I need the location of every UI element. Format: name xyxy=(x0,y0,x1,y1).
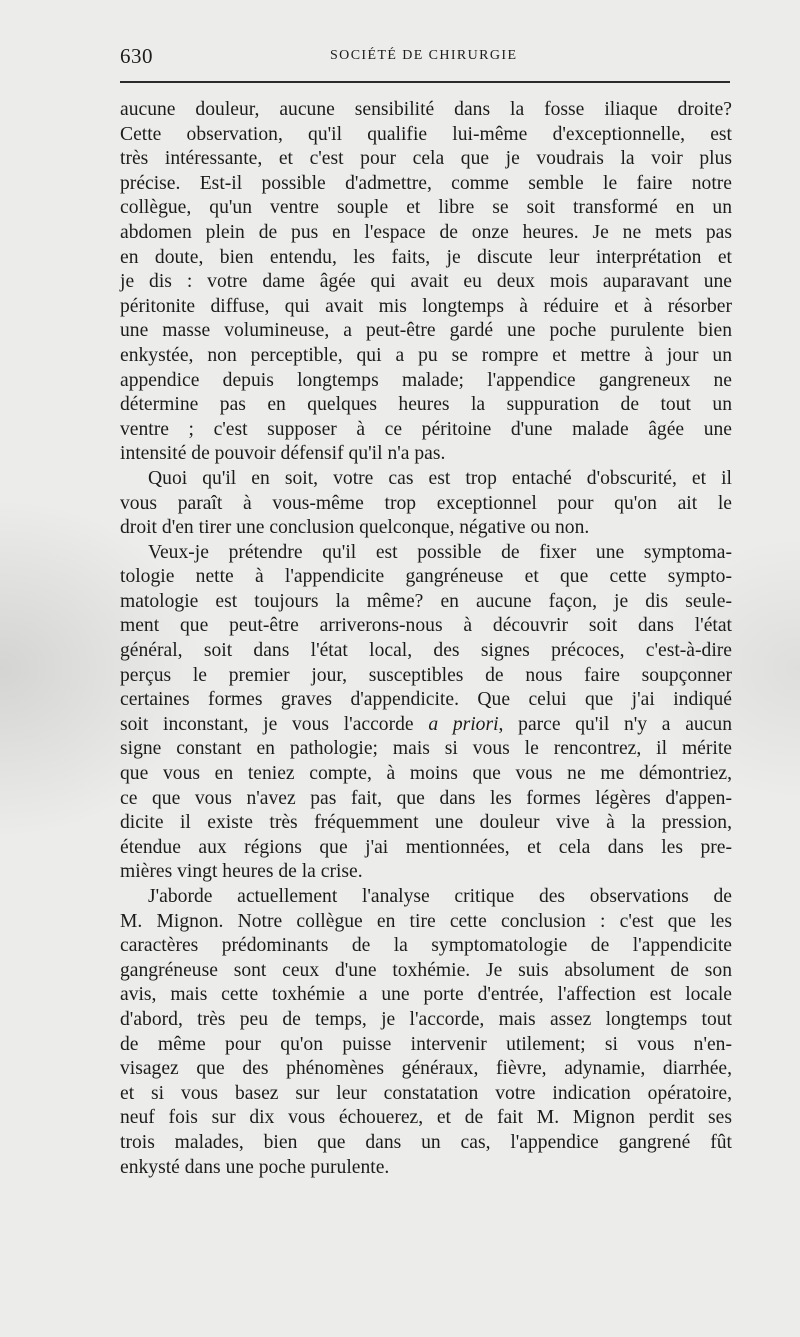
text-line: et si vous basez sur leur constatation votre indication opératoire, xyxy=(120,1082,732,1104)
text-line: ment que peut-être arriverons-nous à découvrir soit dans l'état xyxy=(120,615,732,637)
running-title: SOCIÉTÉ DE CHIRURGIE xyxy=(330,48,518,63)
text-line: Cette observation, qu'il qualifie lui-même d'exceptionnelle, est xyxy=(120,123,732,145)
text-line: je dis : votre dame âgée qui avait eu deux mois auparavant une xyxy=(120,271,732,293)
paragraph xyxy=(120,467,732,541)
text-line: appendice depuis longtemps malade; l'appendice gangreneux ne xyxy=(120,369,732,391)
text-line: général, soit dans l'état local, des signes précoces, c'est-à-dire xyxy=(120,640,732,662)
text-line: matologie est toujours la même? en aucune façon, je dis seule- xyxy=(120,590,732,612)
text-line-with-italic xyxy=(120,713,732,738)
text-line: vous paraît à vous-même trop exceptionnel pour qu'on ait le xyxy=(120,492,732,514)
text-line: une masse volumineuse, a peut-être gardé une poche purulente bien xyxy=(120,320,732,342)
text-line: aucune douleur, aucune sensibilité dans la fosse iliaque droite? xyxy=(120,99,732,120)
text-line: détermine pas en quelques heures la suppuration de tout un xyxy=(120,394,732,416)
text-line: M. Mignon. Notre collègue en tire cette conclusion : c'est que les xyxy=(120,910,732,932)
text-line: précise. Est-il possible d'admettre, comme semble le faire notre xyxy=(120,172,732,194)
text-line: caractères prédominants de la symptomatologie de l'appendicite xyxy=(120,935,732,957)
page-header xyxy=(120,44,730,74)
text-line: neuf fois sur dix vous échouerez, et de fait M. Mignon perdit ses xyxy=(120,1107,732,1129)
text-line: de même pour qu'on puisse intervenir utilement; si vous n'en- xyxy=(120,1033,732,1055)
paragraph xyxy=(120,885,732,1180)
text-line: péritonite diffuse, qui avait mis longtemps à réduire et à résorber xyxy=(120,295,732,317)
text-line: enkysté dans une poche purulente. xyxy=(120,1156,390,1178)
text-run: , parce qu'il n'y a aucun xyxy=(498,713,732,735)
text-line: tologie nette à l'appendicite gangréneuse et que cette sympto- xyxy=(120,566,732,588)
text-line: J'aborde actuellement l'analyse critique des observations de xyxy=(148,886,732,907)
text-line: collègue, qu'un ventre souple et libre se soit transformé en un xyxy=(120,197,732,219)
text-line: en doute, bien entendu, les faits, je discute leur interprétation et xyxy=(120,246,732,268)
text-line: enkystée, non perceptible, qui a pu se rompre et mettre à jour un xyxy=(120,344,732,366)
text-line: trois malades, bien que dans un cas, l'appendice gangrené fût xyxy=(120,1131,732,1153)
text-line: très intéressante, et c'est pour cela que je voudrais la voir plus xyxy=(120,148,732,170)
text-line: Veux-je prétendre qu'il est possible de fixer une symptoma- xyxy=(148,541,732,563)
text-line: droit d'en tirer une conclusion quelconque, négative ou non. xyxy=(120,517,590,539)
text-line: signe constant en pathologie; mais si vous le rencontrez, il mérite xyxy=(120,738,732,760)
text-line: perçus le premier jour, susceptibles de nous faire soupçonner xyxy=(120,664,732,686)
text-line: intensité de pouvoir défensif qu'il n'a pas. xyxy=(120,443,446,465)
body-text xyxy=(120,98,732,1180)
header-rule xyxy=(120,81,730,83)
text-line: visagez que des phénomènes généraux, fièvre, adynamie, diarrhée, xyxy=(120,1058,732,1080)
text-line: que vous en teniez compte, à moins que vous ne me démontriez, xyxy=(120,763,732,785)
text-line: avis, mais cette toxhémie a une porte d'entrée, l'affection est locale xyxy=(120,984,732,1006)
text-line: ventre ; c'est supposer à ce péritoine d'une malade âgée une xyxy=(120,418,732,440)
page-number: 630 xyxy=(120,44,153,68)
text-line: certaines formes graves d'appendicite. Que celui que j'ai indiqué xyxy=(120,689,732,711)
italic-phrase: a priori xyxy=(428,713,499,735)
text-line: mières vingt heures de la crise. xyxy=(120,861,363,883)
paragraph xyxy=(120,541,732,885)
text-line: gangréneuse sont ceux d'une toxhémie. Je suis absolument de son xyxy=(120,959,732,981)
text-line: ce que vous n'avez pas fait, que dans les formes légères d'appen- xyxy=(120,787,732,809)
text-line: d'abord, très peu de temps, je l'accorde, mais assez longtemps tout xyxy=(120,1008,732,1030)
text-run: soit inconstant, je vous l'accorde xyxy=(120,713,429,735)
text-line: dicite il existe très fréquemment une douleur vive à la pression, xyxy=(120,812,732,834)
text-line: Quoi qu'il en soit, votre cas est trop entaché d'obscurité, et il xyxy=(148,467,732,489)
paragraph xyxy=(120,98,732,467)
text-line: étendue aux régions que j'ai mentionnées, et cela dans les pre- xyxy=(120,836,732,858)
text-line: abdomen plein de pus en l'espace de onze heures. Je ne mets pas xyxy=(120,221,732,243)
